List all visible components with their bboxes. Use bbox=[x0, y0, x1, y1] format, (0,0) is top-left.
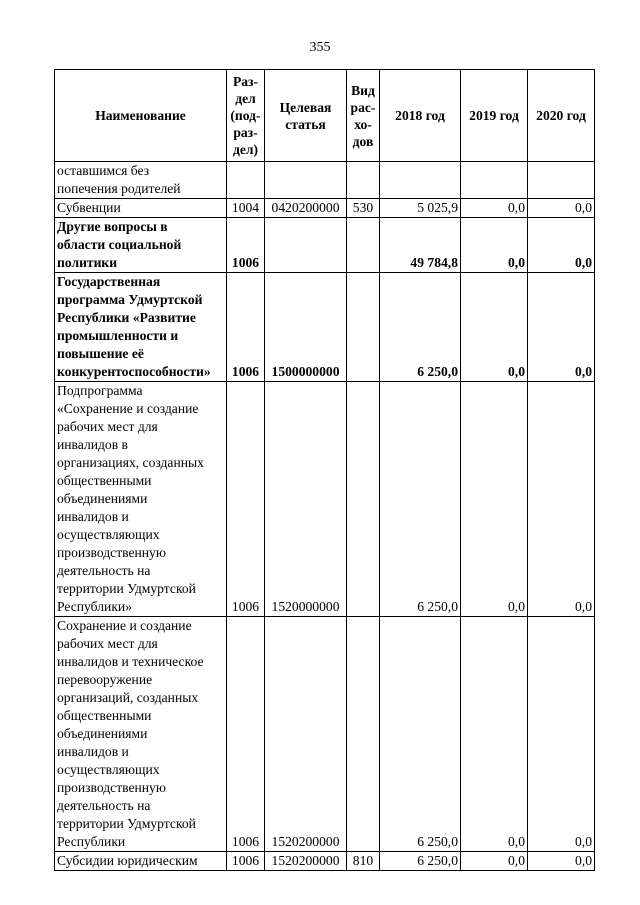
row-name: оставшимся без попечения родителей bbox=[55, 162, 227, 199]
row-name: Государственная программа Удмуртской Республики «Развитие промышленности и повышение её конкурентоспособности» bbox=[55, 273, 227, 382]
row-type bbox=[347, 617, 380, 852]
row-section: 1006 bbox=[227, 852, 265, 871]
row-section: 1004 bbox=[227, 199, 265, 218]
table-row bbox=[55, 162, 595, 199]
table-row bbox=[55, 852, 595, 871]
row-2020: 0,0 bbox=[528, 382, 595, 617]
row-section: 1006 bbox=[227, 382, 265, 617]
row-target bbox=[265, 218, 347, 273]
row-target: 1500000000 bbox=[265, 273, 347, 382]
header-name: Наименование bbox=[55, 70, 227, 162]
header-2020: 2020 год bbox=[528, 70, 595, 162]
row-name: Подпрограмма «Сохранение и создание рабочих мест для инвалидов в организациях, созданных общественными объединениями инвалидов и осуществляющих производственную деятельность на территории Удмуртской Республики» bbox=[55, 382, 227, 617]
table-row bbox=[55, 382, 595, 617]
page-number: 355 bbox=[309, 40, 331, 55]
table-row bbox=[55, 199, 595, 218]
row-name: Сохранение и создание рабочих мест для инвалидов и техническое перевооружение организаций, созданных общественными объединениями инвалидов и осуществляющих производственную деятельность на территории Удмуртской Республики bbox=[55, 617, 227, 852]
row-2019 bbox=[461, 162, 528, 199]
header-expense-type: Вид рас- хо- дов bbox=[347, 70, 380, 162]
row-type: 530 bbox=[347, 199, 380, 218]
row-2018: 6 250,0 bbox=[380, 382, 461, 617]
header-target: Целевая статья bbox=[265, 70, 347, 162]
row-2020: 0,0 bbox=[528, 617, 595, 852]
row-2018: 6 250,0 bbox=[380, 852, 461, 871]
header-2019: 2019 год bbox=[461, 70, 528, 162]
row-2020: 0,0 bbox=[528, 852, 595, 871]
row-target: 1520200000 bbox=[265, 852, 347, 871]
row-2019: 0,0 bbox=[461, 273, 528, 382]
row-2018: 6 250,0 bbox=[380, 273, 461, 382]
header-section: Раз- дел (под- раз- дел) bbox=[227, 70, 265, 162]
header-2018: 2018 год bbox=[380, 70, 461, 162]
row-section bbox=[227, 162, 265, 199]
row-2018 bbox=[380, 162, 461, 199]
row-name: Субвенции bbox=[55, 199, 227, 218]
row-2019: 0,0 bbox=[461, 199, 528, 218]
row-type bbox=[347, 273, 380, 382]
row-target: 1520000000 bbox=[265, 382, 347, 617]
table-header-row bbox=[55, 70, 595, 162]
row-2019: 0,0 bbox=[461, 382, 528, 617]
row-2018: 5 025,9 bbox=[380, 199, 461, 218]
row-type bbox=[347, 218, 380, 273]
table-row bbox=[55, 218, 595, 273]
row-2020 bbox=[528, 162, 595, 199]
row-2020: 0,0 bbox=[528, 218, 595, 273]
row-section: 1006 bbox=[227, 218, 265, 273]
row-section: 1006 bbox=[227, 617, 265, 852]
row-type bbox=[347, 162, 380, 199]
budget-table bbox=[54, 69, 595, 871]
row-2020: 0,0 bbox=[528, 199, 595, 218]
row-target: 1520200000 bbox=[265, 617, 347, 852]
row-2019: 0,0 bbox=[461, 852, 528, 871]
row-type bbox=[347, 382, 380, 617]
row-type: 810 bbox=[347, 852, 380, 871]
row-section: 1006 bbox=[227, 273, 265, 382]
row-name: Другие вопросы в области социальной политики bbox=[55, 218, 227, 273]
row-target: 0420200000 bbox=[265, 199, 347, 218]
table-row bbox=[55, 273, 595, 382]
row-2020: 0,0 bbox=[528, 273, 595, 382]
row-2018: 49 784,8 bbox=[380, 218, 461, 273]
row-target bbox=[265, 162, 347, 199]
row-2019: 0,0 bbox=[461, 218, 528, 273]
table-row bbox=[55, 617, 595, 852]
row-name: Субсидии юридическим bbox=[55, 852, 227, 871]
row-2018: 6 250,0 bbox=[380, 617, 461, 852]
row-2019: 0,0 bbox=[461, 617, 528, 852]
